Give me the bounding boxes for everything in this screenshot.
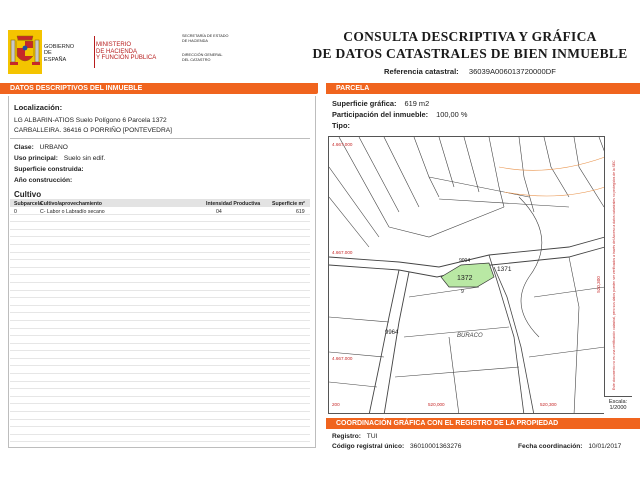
coord-label: 4.667.000 (332, 250, 353, 255)
empty-table-row (10, 291, 310, 299)
empty-table-row (10, 321, 310, 329)
table-row: 0 C- Labor o Labradío secano 04 619 (10, 207, 310, 215)
parcel-1372-label: 1372 (457, 275, 473, 282)
empty-table-row (10, 382, 310, 390)
divider (10, 138, 310, 139)
sup-construida-row (14, 166, 84, 173)
place-name-label: BURACO (457, 333, 483, 339)
coord-label: 520,300 (540, 402, 557, 407)
empty-table-row (10, 366, 310, 374)
map-drawing (329, 137, 632, 414)
clase-row (14, 144, 68, 151)
coat-of-arms-icon (8, 30, 42, 74)
scale-label: Escala: (608, 399, 628, 405)
tipo-row (332, 121, 350, 130)
empty-table-row (10, 329, 310, 337)
sup-grafica-row (332, 99, 429, 108)
col-cultivo: Cultivo/aprovechamiento (40, 200, 102, 207)
empty-table-row (10, 427, 310, 435)
fecha-label: Fecha coordinación: (518, 443, 583, 450)
empty-table-row (10, 245, 310, 253)
empty-table-row (10, 237, 310, 245)
empty-table-rows (10, 215, 310, 443)
empty-table-row (10, 336, 310, 344)
empty-table-row (10, 215, 310, 223)
participacion-label: Participación del inmueble: (332, 110, 429, 119)
empty-table-row (10, 222, 310, 230)
empty-table-row (10, 420, 310, 428)
empty-table-row (10, 275, 310, 283)
logo-separator (94, 36, 95, 68)
uso-row (14, 155, 105, 162)
uso-label: Uso principal: (14, 155, 58, 162)
localizacion-line2: CARBALLEIRA. 36416 O PORRIÑO [PONTEVEDRA] (14, 127, 172, 134)
codigo-row (332, 443, 461, 450)
gobierno-label: GOBIERNO DE ESPAÑA (44, 44, 75, 63)
fecha-row (518, 443, 621, 450)
parcel-1371-label: 1371 (497, 266, 512, 273)
cultivo-table (10, 199, 310, 442)
empty-table-row (10, 397, 310, 405)
empty-table-row (10, 260, 310, 268)
tipo-label: Tipo: (332, 121, 350, 130)
parcel-9964-label: 9964 (385, 330, 399, 336)
fecha-value: 10/01/2017 (588, 443, 622, 450)
col-intensidad: Intensidad Productiva (206, 200, 261, 207)
secretaria-block: SECRETARÍA DE ESTADO DE HACIENDA DIRECCIÓN GENERAL DEL CATASTRO (182, 34, 229, 62)
codigo-label: Código registral único: (332, 443, 405, 450)
empty-table-row (10, 435, 310, 443)
empty-table-row (10, 351, 310, 359)
registro-bar: COORDINACIÓN GRÁFICA CON EL REGISTRO DE LA PROPIEDAD (326, 418, 640, 429)
empty-table-row (10, 230, 310, 238)
col-superficie: Superficie m² (272, 200, 305, 207)
uso-value: Suelo sin edif. (63, 155, 106, 162)
empty-table-row (10, 306, 310, 314)
codigo-value: 36010001363276 (410, 443, 462, 450)
empty-table-row (10, 374, 310, 382)
cadastral-map (328, 136, 632, 414)
col-subparcela: Subparcela (14, 200, 42, 207)
cultivo-title: Cultivo (14, 190, 42, 199)
empty-table-row (10, 389, 310, 397)
parcel-9-label: 9 (461, 289, 464, 295)
ano-label: Año construcción: (14, 177, 73, 184)
localizacion-label: Localización: (14, 103, 63, 112)
coord-label: 4.667.000 (332, 142, 353, 147)
empty-table-row (10, 404, 310, 412)
empty-table-row (10, 313, 310, 321)
ref-label: Referencia catastral: (384, 67, 459, 76)
empty-table-row (10, 298, 310, 306)
ref-value: 36039A006013720000DF (468, 67, 556, 76)
localizacion-line1: LG ALBARIN-ATIOS Suelo Polígono 6 Parcela 1372 (14, 117, 167, 124)
clase-value: URBANO (39, 144, 68, 151)
cultivo-table-header (10, 199, 310, 207)
map-legal-note: Este documento no es una certificación catastral, pero sus datos pueden ser verificados a través del Acceso a datos catastrales no protegidos de la SEC (612, 160, 616, 390)
clase-label: Clase: (14, 144, 34, 151)
document-title: CONSULTA DESCRIPTIVA Y GRÁFICA DE DATOS CATASTRALES DE BIEN INMUEBLE (312, 29, 628, 61)
coord-label: 520,300 (595, 276, 601, 293)
scale-box (604, 396, 632, 414)
parcela-bar: PARCELA (326, 83, 640, 94)
coord-label: 4.667.000 (332, 356, 353, 361)
ministry-label: MINISTERIO DE HACIENDA Y FUNCIÓN PÚBLICA (96, 42, 157, 62)
sup-grafica-label: Superficie gráfica: (332, 99, 397, 108)
participacion-value: 100,00 % (436, 110, 468, 119)
empty-table-row (10, 344, 310, 352)
parcel-9004-label: 9004 (459, 258, 471, 264)
coord-label: 520,000 (428, 402, 445, 407)
ano-row (14, 177, 72, 184)
referencia-catastral (384, 67, 556, 76)
sup-grafica-value: 619 m2 (404, 99, 430, 108)
empty-table-row (10, 283, 310, 291)
registro-value: TUI (366, 433, 378, 440)
empty-table-row (10, 412, 310, 420)
sup-construida-label: Superficie construida: (14, 166, 84, 173)
empty-table-row (10, 268, 310, 276)
empty-table-row (10, 359, 310, 367)
scale-value: 1/2000 (609, 405, 627, 411)
empty-table-row (10, 253, 310, 261)
participacion-row (332, 110, 467, 119)
coord-label: 200 (332, 402, 340, 407)
registro-label: Registro: (332, 433, 361, 440)
datos-descriptivos-bar: DATOS DESCRIPTIVOS DEL INMUEBLE (0, 83, 318, 94)
registro-row (332, 433, 377, 440)
